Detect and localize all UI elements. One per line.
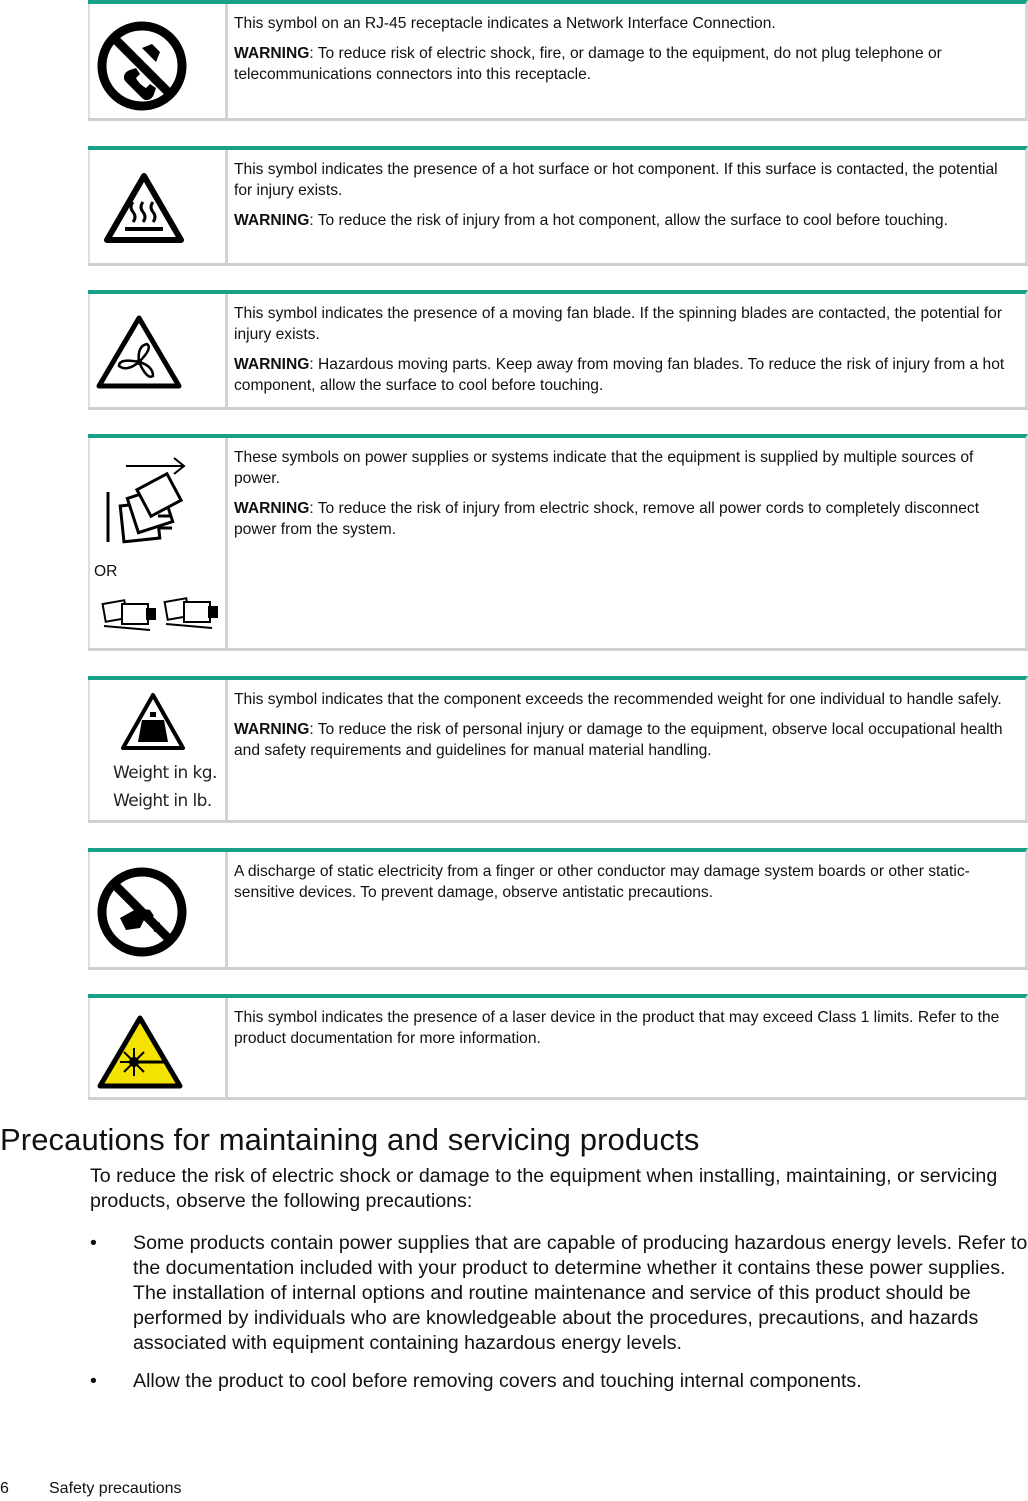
list-item-text: Allow the product to cool before removing covers and touching internal components. bbox=[133, 1370, 862, 1392]
laser-icon bbox=[96, 1014, 184, 1090]
icon-cell bbox=[88, 294, 228, 407]
power-cord-icon bbox=[100, 596, 224, 632]
warning-text: : To reduce the risk of personal injury or damage to the equipment, observe local occupational health and safety requirements and guidelines for manual material handling. bbox=[234, 721, 1003, 759]
warning-label: WARNING bbox=[234, 500, 310, 517]
symbol-description: This symbol indicates the presence of a laser device in the product that may exceed Class 1 limits. Refer to the product documentation for more information. bbox=[234, 1009, 1000, 1047]
icon-cell bbox=[88, 998, 228, 1097]
symbol-text bbox=[228, 150, 1025, 263]
icon-cell bbox=[88, 150, 228, 263]
warning-text: : To reduce the risk of injury from electric shock, remove all power cords to completely disconnect power from the system. bbox=[234, 500, 980, 538]
warning-text: : Hazardous moving parts. Keep away from moving fan blades. To reduce the risk of injury from a hot component, allow the surface to cool before touching. bbox=[234, 356, 1005, 394]
icon-cell bbox=[88, 680, 228, 820]
weight-lb-label: Weight in lb. bbox=[113, 791, 212, 811]
warning-label: WARNING bbox=[234, 212, 310, 229]
symbol-table-power-sources bbox=[88, 434, 1028, 651]
bullet-icon: • bbox=[90, 1232, 97, 1254]
symbol-description: This symbol indicates the presence of a hot surface or hot component. If this surface is contacted, the potential for injury exists. bbox=[234, 161, 998, 199]
bullet-icon: • bbox=[90, 1370, 97, 1392]
symbol-warning bbox=[234, 354, 1019, 396]
fan-blade-icon bbox=[95, 314, 183, 390]
warning-label: WARNING bbox=[234, 721, 310, 738]
symbol-text bbox=[228, 680, 1025, 820]
symbol-table-laser bbox=[88, 994, 1028, 1100]
symbol-description: A discharge of static electricity from a finger or other conductor may damage system boards or other static-sensitive devices. To prevent damage, observe antistatic precautions. bbox=[234, 863, 970, 901]
list-item bbox=[90, 1369, 1028, 1394]
precautions-list bbox=[90, 1231, 1028, 1407]
symbol-description: This symbol indicates that the component exceeds the recommended weight for one individual to handle safely. bbox=[234, 691, 1002, 708]
warning-text: : To reduce the risk of injury from a hot component, allow the surface to cool before touching. bbox=[309, 212, 948, 229]
symbol-table-fan bbox=[88, 290, 1028, 410]
icon-cell bbox=[88, 438, 228, 648]
symbol-text bbox=[228, 294, 1025, 407]
no-telephone-icon bbox=[96, 20, 188, 112]
symbol-warning bbox=[234, 719, 1019, 761]
no-static-icon bbox=[96, 866, 188, 958]
list-item-text: Some products contain power supplies that are capable of producing hazardous energy levels. Refer to the documentation included with your product to determine whether it contains these power supplies. The installation of internal options and routine maintenance and service of this product should be performed by individuals who are knowledgeable about the procedures, precautions, and hazards associated with equipment containing hazardous energy levels. bbox=[133, 1232, 1028, 1354]
page-number: 6 bbox=[0, 1480, 9, 1497]
list-item bbox=[90, 1231, 1028, 1356]
warning-label: WARNING bbox=[234, 45, 310, 62]
symbol-warning bbox=[234, 498, 1019, 540]
warning-label: WARNING bbox=[234, 356, 310, 373]
symbol-description: This symbol on an RJ-45 receptacle indicates a Network Interface Connection. bbox=[234, 15, 776, 32]
symbol-text bbox=[228, 438, 1025, 648]
symbol-warning bbox=[234, 210, 1019, 231]
symbol-text bbox=[228, 852, 1025, 967]
heavy-weight-icon bbox=[120, 692, 186, 752]
section-title: Precautions for maintaining and servicing products bbox=[0, 1122, 700, 1157]
symbol-table-weight bbox=[88, 676, 1028, 823]
symbol-description: This symbol indicates the presence of a moving fan blade. If the spinning blades are contacted, the potential for injury exists. bbox=[234, 305, 1003, 343]
icon-cell bbox=[88, 852, 228, 967]
symbol-text bbox=[228, 4, 1025, 118]
symbol-table-hot-surface bbox=[88, 146, 1028, 266]
footer-section-name: Safety precautions bbox=[49, 1480, 182, 1497]
symbol-table-static bbox=[88, 848, 1028, 970]
warning-text: : To reduce risk of electric shock, fire, or damage to the equipment, do not plug telephone or telecommunications connectors into this receptacle. bbox=[234, 45, 942, 83]
symbol-text bbox=[228, 998, 1025, 1097]
section-intro: To reduce the risk of electric shock or damage to the equipment when installing, maintaining, or servicing products, observe the following precautions: bbox=[90, 1165, 998, 1212]
symbol-description: These symbols on power supplies or systems indicate that the equipment is supplied by multiple sources of power. bbox=[234, 449, 974, 487]
weight-kg-label: Weight in kg. bbox=[113, 763, 217, 783]
multiple-power-sources-icon bbox=[100, 452, 190, 548]
symbol-table-rj45 bbox=[88, 0, 1028, 121]
hot-surface-icon bbox=[103, 172, 185, 244]
symbol-warning bbox=[234, 43, 1019, 85]
or-label: OR bbox=[94, 563, 118, 580]
icon-cell bbox=[88, 4, 228, 118]
